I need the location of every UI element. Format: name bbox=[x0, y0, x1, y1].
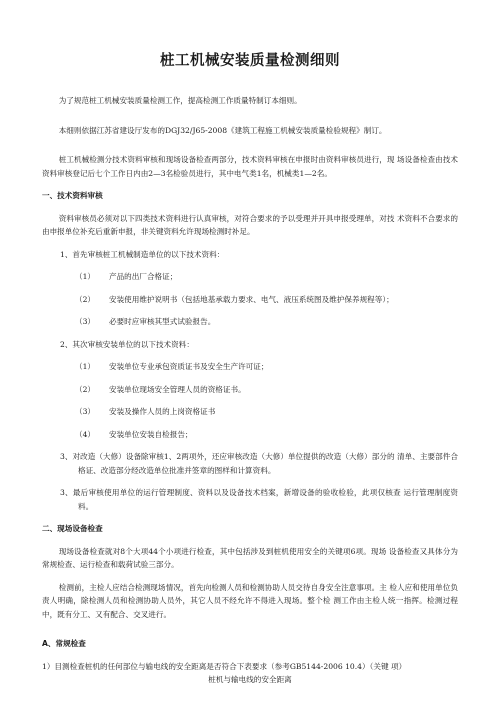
section-a-heading: A、常规检查 bbox=[42, 639, 86, 648]
sub-number: （2） bbox=[75, 294, 96, 304]
section-1-paragraph: 资料审核员必须对以下四类技术资料进行认真审核，对符合要求的予以受理并开具申报受理单，对技 术资料不合要求的由申报单位补充后重新申报，非关键资料允许现场检测时补足。 bbox=[42, 213, 458, 236]
section-a-item-1: 1）目测检查桩机的任何部位与输电线的安全距离是否符合下表要求（参考GB5144-2006 10.4）（关键 项） bbox=[42, 661, 407, 671]
section-1-item-1: 1、首先审核桩工机械制造单位的以下技术资料： bbox=[60, 249, 225, 259]
section-2-paragraph-1: 现场设备检查就对8个大项44个小项进行检查，其中包括涉及到桩机使用安全的关键项6项。现场 设备检查又具体分为常规检查、运行检查和载荷试验三部分。 bbox=[42, 546, 458, 569]
section-1-item-2: 2、其次审核安装单位的以下技术资料： bbox=[60, 339, 194, 349]
sub-text: 安装及操作人员的上岗资格证书 bbox=[109, 407, 216, 416]
sub-number: （1） bbox=[75, 272, 96, 281]
section-1-item-1-sub-1 bbox=[42, 270, 458, 284]
sub-text: 安装使用维护说明书（包括地基承载力要求、电气、液压系统图及维护保养规程等）； bbox=[109, 294, 394, 304]
intro-basis: 本细则依据江苏省建设厅发布的DGJ32/J65-2008《建筑工程施工机械安装质量检验规程》制订。 bbox=[58, 125, 387, 135]
sub-text: 安装单位现场安全管理人员的资格证书。 bbox=[109, 384, 246, 394]
intro-scope: 桩工机械检测分技术资料审核和现场设备检查两部分，技术资料审核在申报时由资料审核员进行，现 场设备检查由技术资料审核登记后七个工作日内由2—3名检验员进行，其中电气类1名，机械类1—2名。 bbox=[42, 155, 458, 178]
sub-text: 必要时应审核其型式试验报告。 bbox=[109, 317, 216, 326]
sub-number: （4） bbox=[75, 429, 96, 439]
sub-number: （3） bbox=[75, 407, 96, 416]
sub-text: 安装单位安装自检报告； bbox=[109, 429, 193, 439]
table-caption: 桩机与输电线的安全距离 bbox=[208, 675, 292, 684]
section-1-item-1-sub-3 bbox=[42, 315, 458, 329]
intro-purpose: 为了规范桩工机械安装质量检测工作，提高检测工作质量特制订本细则。 bbox=[58, 96, 302, 105]
section-1-item-2-sub-3 bbox=[42, 405, 458, 419]
sub-number: （2） bbox=[75, 384, 96, 394]
sub-text: 产品的出厂合格证； bbox=[109, 272, 178, 281]
sub-number: （3） bbox=[75, 317, 96, 326]
sub-number: （1） bbox=[75, 362, 96, 371]
sub-text: 安装单位专业承包资质证书及安全生产许可证； bbox=[109, 362, 269, 371]
section-1-item-3: 3、对改造（大修）设备除审核1、2两项外，还应审核改造（大修）单位提供的改造（大修）部分的 清单、主要部件合格证、改造部分经改造单位批准并签章的图样和计算资料。 bbox=[60, 452, 458, 475]
section-1-item-2-sub-4 bbox=[42, 428, 458, 442]
section-1-heading: 一、技术资料审核 bbox=[42, 191, 103, 200]
section-1-item-1-sub-2 bbox=[42, 293, 458, 307]
section-2-paragraph-2: 检测前，主检人应结合检测现场情况，首先向检测人员和检测协助人员交待自身安全注意事项。主 检人应和使用单位负责人明确，除检测人员和检测协助人员外，其它人员不经允许不得进入现场。整个检 测工作由主检人统一指挥。检测过程中，既有分工、又有配合、交叉进行。 bbox=[42, 582, 458, 619]
section-2-heading: 二、现场设备检查 bbox=[42, 524, 103, 533]
page-title: 桩工机械安装质量检测细则 bbox=[160, 53, 340, 69]
section-1-item-2-sub-1 bbox=[42, 360, 458, 374]
section-1-item-2-sub-2 bbox=[42, 383, 458, 397]
section-1-item-4: 3、最后审核使用单位的运行管理制度、资料以及设备技术档案，新增设备的验收检验，此项仅核查 运行管理制度资料。 bbox=[60, 488, 458, 511]
